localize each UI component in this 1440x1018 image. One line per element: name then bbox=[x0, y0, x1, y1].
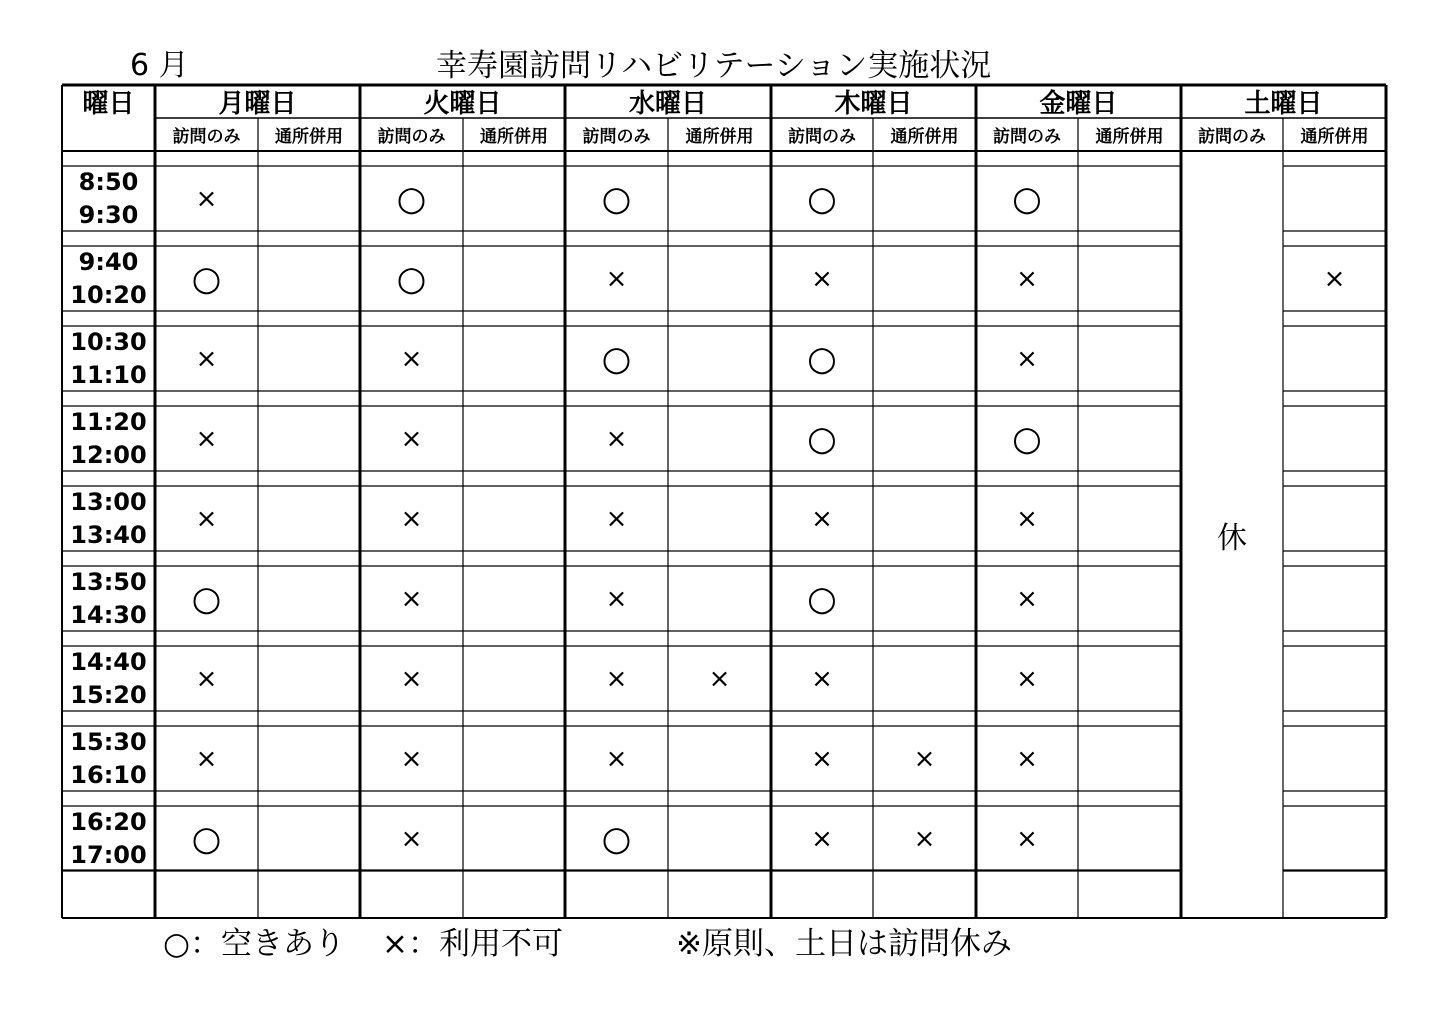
subheader-visit-only: 訪問のみ bbox=[993, 127, 1061, 147]
time-slot-label bbox=[62, 566, 155, 631]
unavailable-mark: × bbox=[400, 823, 423, 854]
time-slot-end: 10:20 bbox=[70, 280, 147, 309]
unavailable-mark: × bbox=[811, 503, 833, 534]
available-mark: ○ bbox=[807, 338, 837, 379]
day-header: 火曜日 bbox=[423, 89, 502, 119]
unavailable-mark: × bbox=[605, 423, 628, 454]
subheader-visit-only: 訪問のみ bbox=[377, 127, 446, 147]
day-header: 木曜日 bbox=[834, 89, 913, 119]
time-slot-end: 17:00 bbox=[70, 840, 147, 869]
unavailable-mark: × bbox=[1016, 263, 1038, 294]
subheader-with-daycare: 通所併用 bbox=[480, 127, 548, 147]
subheader-with-daycare: 通所併用 bbox=[890, 127, 959, 147]
unavailable-mark: × bbox=[195, 343, 218, 374]
time-slot-end: 16:10 bbox=[70, 760, 147, 789]
available-mark: ○ bbox=[191, 258, 222, 299]
time-slot-label bbox=[62, 326, 155, 391]
time-slot-label bbox=[62, 806, 155, 871]
day-header: 土曜日 bbox=[1244, 89, 1323, 119]
unavailable-mark: × bbox=[1016, 503, 1038, 534]
time-slot-start: 10:30 bbox=[70, 327, 147, 356]
time-slot-end: 11:10 bbox=[70, 360, 147, 389]
unavailable-mark: × bbox=[400, 503, 423, 534]
available-mark: ○ bbox=[191, 578, 222, 619]
available-mark: ○ bbox=[396, 178, 427, 219]
time-slot-label bbox=[62, 486, 155, 551]
day-header: 月曜日 bbox=[218, 89, 297, 119]
available-mark: ○ bbox=[396, 258, 427, 299]
time-slot-label bbox=[62, 726, 155, 791]
unavailable-mark: × bbox=[913, 743, 936, 774]
time-slot-label bbox=[62, 406, 155, 471]
time-slot-start: 9:40 bbox=[78, 247, 139, 276]
time-slot-label bbox=[62, 166, 155, 231]
day-header: 金曜日 bbox=[1039, 89, 1118, 119]
available-mark: ○ bbox=[601, 818, 632, 859]
unavailable-mark: × bbox=[1016, 343, 1038, 374]
time-slot-start: 13:50 bbox=[70, 567, 147, 596]
time-slot-end: 13:40 bbox=[70, 520, 147, 549]
unavailable-mark: × bbox=[913, 823, 936, 854]
month-label: 6 月 bbox=[130, 48, 189, 83]
unavailable-mark: × bbox=[811, 823, 833, 854]
unavailable-mark: × bbox=[1016, 823, 1038, 854]
legend-unavailable: ×：利用不可 bbox=[382, 926, 563, 962]
unavailable-mark: × bbox=[605, 503, 628, 534]
saturday-closed-label: 休 bbox=[1217, 520, 1247, 556]
subheader-with-daycare: 通所併用 bbox=[1095, 127, 1164, 147]
unavailable-mark: × bbox=[195, 183, 218, 214]
time-slot-start: 14:40 bbox=[70, 647, 147, 676]
unavailable-mark: × bbox=[1016, 743, 1038, 774]
time-slot-end: 15:20 bbox=[70, 680, 147, 709]
unavailable-mark: × bbox=[400, 663, 423, 694]
available-mark: ○ bbox=[191, 818, 222, 859]
available-mark: ○ bbox=[807, 418, 837, 459]
available-mark: ○ bbox=[807, 178, 837, 219]
unavailable-mark: × bbox=[195, 423, 218, 454]
time-slot-label bbox=[62, 246, 155, 311]
unavailable-mark: × bbox=[811, 663, 833, 694]
unavailable-mark: × bbox=[708, 663, 731, 694]
time-slot-start: 15:30 bbox=[70, 727, 147, 756]
time-slot-start: 13:00 bbox=[70, 487, 147, 516]
unavailable-mark: × bbox=[811, 743, 833, 774]
available-mark: ○ bbox=[1012, 178, 1042, 219]
unavailable-mark: × bbox=[811, 263, 833, 294]
unavailable-mark: × bbox=[400, 343, 423, 374]
unavailable-mark: × bbox=[400, 743, 423, 774]
page-title: 幸寿園訪問リハビリテーション実施状況 bbox=[436, 48, 992, 84]
unavailable-mark: × bbox=[195, 743, 218, 774]
unavailable-mark: × bbox=[400, 423, 423, 454]
available-mark: ○ bbox=[601, 338, 632, 379]
day-header: 水曜日 bbox=[628, 89, 707, 119]
time-slot-start: 16:20 bbox=[70, 807, 147, 836]
unavailable-mark: × bbox=[1016, 663, 1038, 694]
available-mark: ○ bbox=[601, 178, 632, 219]
time-slot-label bbox=[62, 646, 155, 711]
time-slot-start: 11:20 bbox=[70, 407, 147, 436]
time-slot-end: 12:00 bbox=[70, 440, 147, 469]
unavailable-mark: × bbox=[195, 503, 218, 534]
legend-note: ※原則、土日は訪問休み bbox=[676, 926, 1012, 962]
time-slot-end: 9:30 bbox=[78, 200, 139, 229]
legend-available: ○：空きあり bbox=[163, 926, 346, 962]
unavailable-mark: × bbox=[1323, 263, 1346, 294]
time-slot-start: 8:50 bbox=[78, 167, 139, 196]
subheader-visit-only: 訪問のみ bbox=[172, 127, 241, 147]
available-mark: ○ bbox=[807, 578, 837, 619]
unavailable-mark: × bbox=[605, 663, 628, 694]
corner-label: 曜日 bbox=[82, 89, 135, 119]
subheader-visit-only: 訪問のみ bbox=[1198, 127, 1266, 147]
unavailable-mark: × bbox=[1016, 583, 1038, 614]
unavailable-mark: × bbox=[195, 663, 218, 694]
unavailable-mark: × bbox=[605, 263, 628, 294]
available-mark: ○ bbox=[1012, 418, 1042, 459]
subheader-with-daycare: 通所併用 bbox=[1300, 127, 1369, 147]
unavailable-mark: × bbox=[400, 583, 423, 614]
subheader-with-daycare: 通所併用 bbox=[685, 127, 754, 147]
unavailable-mark: × bbox=[605, 583, 628, 614]
time-slot-end: 14:30 bbox=[70, 600, 147, 629]
unavailable-mark: × bbox=[605, 743, 628, 774]
subheader-visit-only: 訪問のみ bbox=[582, 127, 651, 147]
subheader-with-daycare: 通所併用 bbox=[275, 127, 343, 147]
subheader-visit-only: 訪問のみ bbox=[788, 127, 856, 147]
